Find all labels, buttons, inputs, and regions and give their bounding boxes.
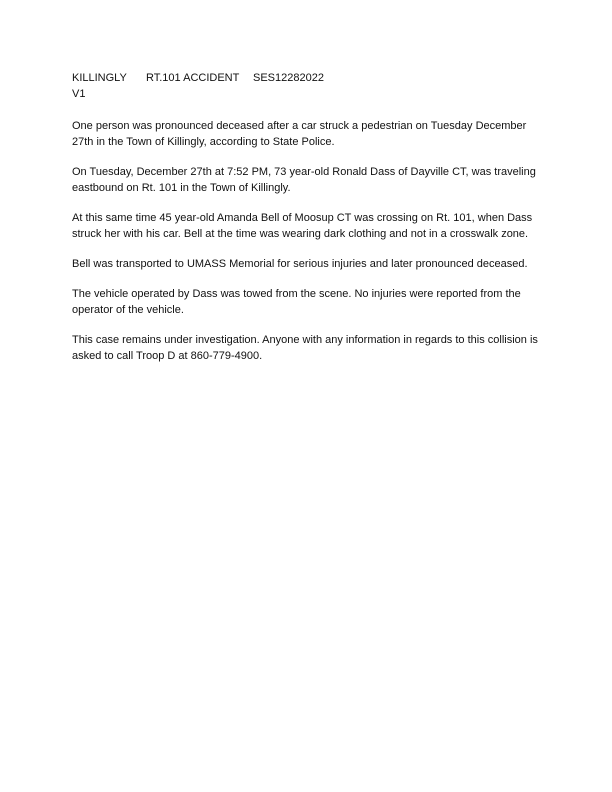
body-paragraph: The vehicle operated by Dass was towed from the scene. No injuries were reported from the operator of the vehicle.: [72, 288, 521, 316]
body-paragraph: Bell was transported to UMASS Memorial for serious injuries and later pronounced deceased.: [72, 258, 528, 270]
document-page: [72, 70, 542, 378]
body-paragraph: One person was pronounced deceased after a car struck a pedestrian on Tuesday December 27th in the Town of Killingly, according to State Police.: [72, 120, 527, 148]
header-version: V1: [72, 88, 86, 100]
body-paragraph: At this same time 45 year-old Amanda Bell of Moosup CT was crossing on Rt. 101, when Dass struck her with his car. Bell at the time was wearing dark clothing and not in a crosswalk zone.: [72, 212, 533, 240]
body-paragraph: This case remains under investigation. Anyone with any information in regards to this collision is asked to call Troop D at 860-779-4900.: [72, 334, 538, 362]
header-case-number: SES12282022: [253, 72, 324, 84]
document-header: [72, 70, 542, 86]
header-town: KILLINGLY: [72, 72, 127, 84]
header-subject: RT.101 ACCIDENT: [146, 72, 240, 84]
body-paragraph: On Tuesday, December 27th at 7:52 PM, 73 year-old Ronald Dass of Dayville CT, was traveling eastbound on Rt. 101 in the Town of Killingly.: [72, 166, 536, 194]
